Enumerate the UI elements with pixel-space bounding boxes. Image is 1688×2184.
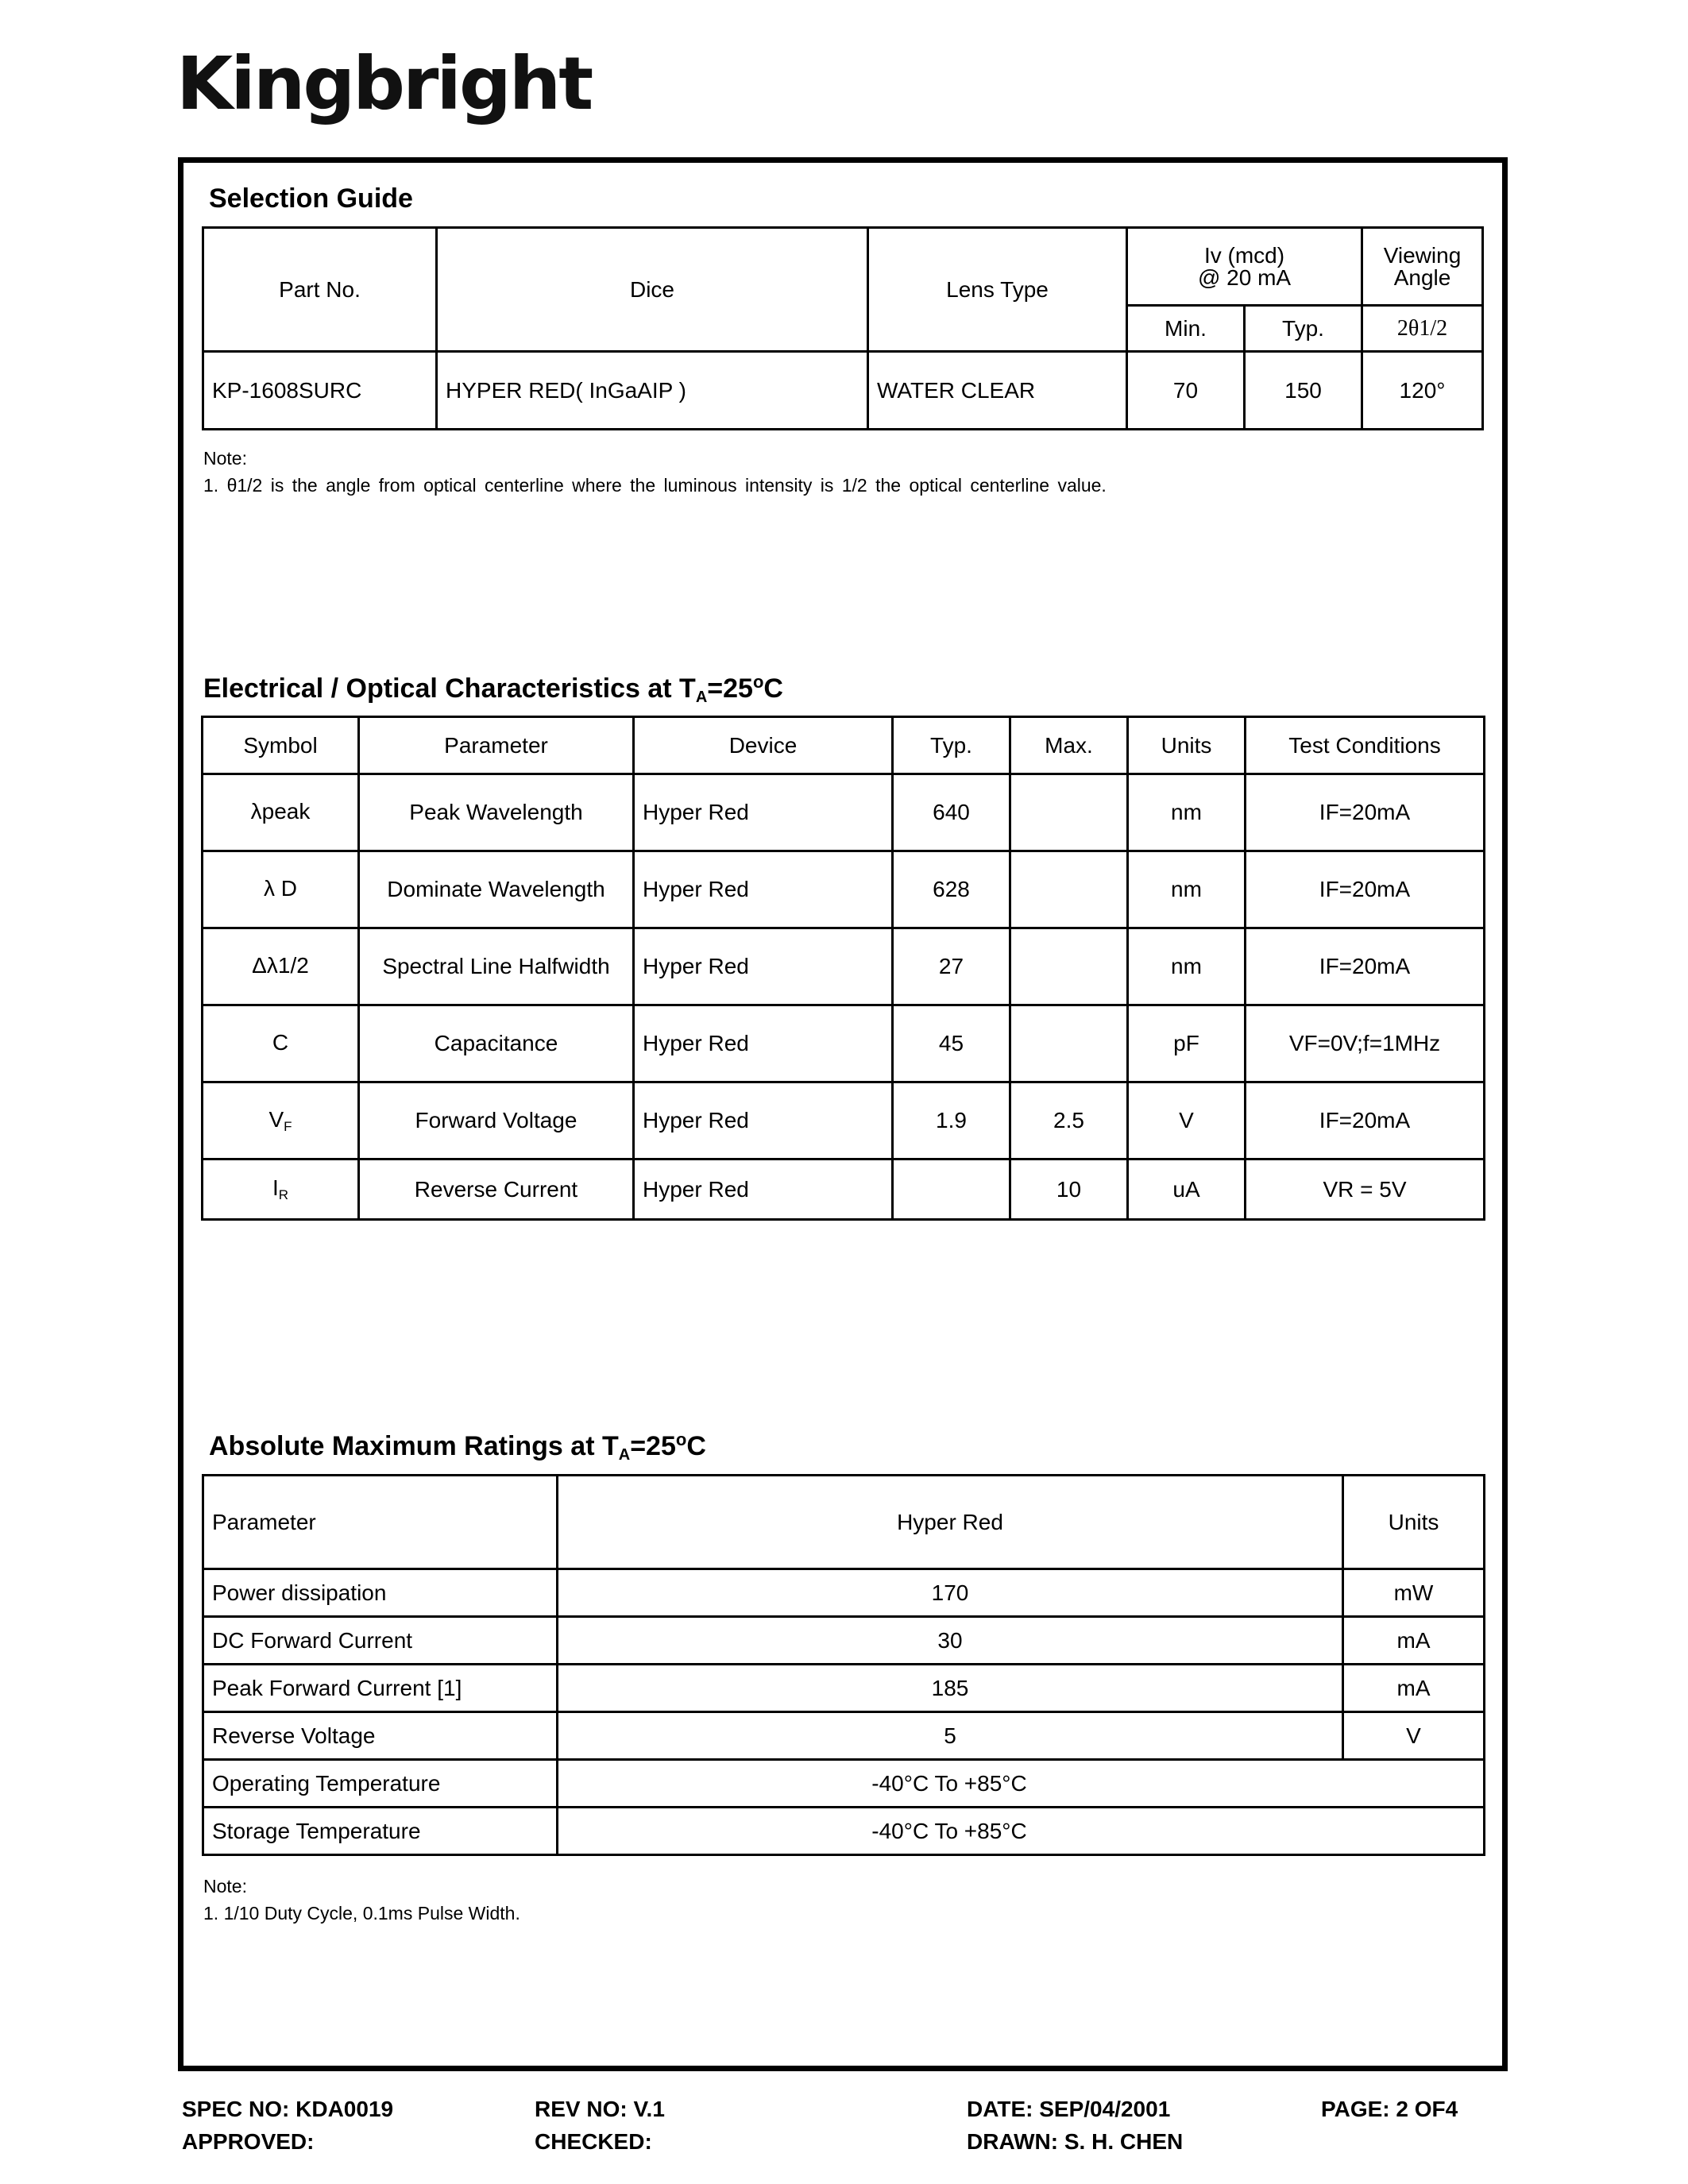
cell-device: Hyper Red bbox=[634, 1005, 893, 1082]
header-symbol: Symbol bbox=[203, 717, 359, 774]
cell-value: -40°C To +85°C bbox=[558, 1808, 1485, 1855]
cell-typ: 45 bbox=[893, 1005, 1010, 1082]
cell-typ: 640 bbox=[893, 774, 1010, 851]
note-label: Note: bbox=[203, 448, 247, 469]
header-typ: Typ. bbox=[893, 717, 1010, 774]
absolute-header-row bbox=[203, 1476, 1485, 1569]
cell-parameter: Storage Temperature bbox=[203, 1808, 558, 1855]
cell-min: 70 bbox=[1127, 352, 1245, 430]
cell-value: 30 bbox=[558, 1617, 1343, 1665]
header-min: Min. bbox=[1127, 306, 1245, 352]
electrical-title bbox=[203, 673, 783, 705]
table-row bbox=[203, 928, 1485, 1005]
table-row bbox=[203, 352, 1483, 430]
electrical-title-tail: =25 bbox=[707, 673, 753, 704]
cell-parameter: Capacitance bbox=[359, 1005, 634, 1082]
table-row bbox=[203, 1082, 1485, 1160]
cell-max bbox=[1010, 1005, 1128, 1082]
symbol-text: Δλ1/2 bbox=[252, 952, 309, 978]
cell-units: nm bbox=[1128, 774, 1246, 851]
electrical-header-row bbox=[203, 717, 1485, 774]
header-viewing-label: Viewing bbox=[1383, 242, 1462, 268]
selection-note bbox=[203, 445, 1107, 499]
note-label: Note: bbox=[203, 1876, 247, 1897]
header-viewing-angle bbox=[1362, 228, 1483, 306]
cell-max: 10 bbox=[1010, 1160, 1128, 1220]
cell-typ bbox=[893, 1160, 1010, 1220]
header-hyper-red: Hyper Red bbox=[558, 1476, 1343, 1569]
header-angle-label: Angle bbox=[1393, 264, 1451, 290]
cell-units: V bbox=[1343, 1712, 1485, 1760]
symbol-text: λ D bbox=[264, 875, 297, 901]
header-dice: Dice bbox=[437, 228, 868, 352]
table-row bbox=[203, 851, 1485, 928]
header-device: Device bbox=[634, 717, 893, 774]
cell-typ: 628 bbox=[893, 851, 1010, 928]
cell-max bbox=[1010, 928, 1128, 1005]
footer-page: PAGE: 2 OF4 bbox=[1321, 2097, 1458, 2121]
cell-dice: HYPER RED( InGaAIP ) bbox=[437, 352, 868, 430]
cell-typ: 27 bbox=[893, 928, 1010, 1005]
header-max: Max. bbox=[1010, 717, 1128, 774]
cell-device: Hyper Red bbox=[634, 851, 893, 928]
electrical-title-main: Electrical / Optical Characteristics at T bbox=[203, 673, 696, 704]
table-row bbox=[203, 774, 1485, 851]
header-iv-label: Iv (mcd) bbox=[1203, 242, 1285, 268]
cell-lens-type: WATER CLEAR bbox=[868, 352, 1127, 430]
cell-parameter: Reverse Voltage bbox=[203, 1712, 558, 1760]
note-text: 1. θ1/2 is the angle from optical centerline where the luminous intensity is 1/2 the optical centerline value. bbox=[203, 475, 1107, 496]
footer-checked: CHECKED: bbox=[535, 2129, 652, 2154]
cell-max bbox=[1010, 851, 1128, 928]
cell-symbol bbox=[203, 1005, 359, 1082]
header-units: Units bbox=[1128, 717, 1246, 774]
header-lens-type: Lens Type bbox=[868, 228, 1127, 352]
cell-units: mA bbox=[1343, 1617, 1485, 1665]
header-iv bbox=[1127, 228, 1362, 306]
header-parameter: Parameter bbox=[203, 1476, 558, 1569]
cell-parameter: Peak Wavelength bbox=[359, 774, 634, 851]
header-typ: Typ. bbox=[1245, 306, 1362, 352]
cell-test-condition: VR = 5V bbox=[1246, 1160, 1485, 1220]
electrical-table bbox=[201, 716, 1485, 1221]
cell-angle: 120° bbox=[1362, 352, 1483, 430]
cell-units: nm bbox=[1128, 851, 1246, 928]
cell-parameter: Peak Forward Current [1] bbox=[203, 1665, 558, 1712]
cell-test-condition: IF=20mA bbox=[1246, 928, 1485, 1005]
note-text: 1. 1/10 Duty Cycle, 0.1ms Pulse Width. bbox=[203, 1903, 520, 1924]
cell-units: pF bbox=[1128, 1005, 1246, 1082]
table-row bbox=[203, 1712, 1485, 1760]
header-test-conditions: Test Conditions bbox=[1246, 717, 1485, 774]
cell-part-no: KP-1608SURC bbox=[203, 352, 437, 430]
header-part-no: Part No. bbox=[203, 228, 437, 352]
footer-drawn: DRAWN: S. H. CHEN bbox=[967, 2129, 1184, 2154]
cell-parameter: Operating Temperature bbox=[203, 1760, 558, 1808]
cell-test-condition: IF=20mA bbox=[1246, 851, 1485, 928]
cell-typ: 1.9 bbox=[893, 1082, 1010, 1160]
cell-test-condition: VF=0V;f=1MHz bbox=[1246, 1005, 1485, 1082]
cell-parameter: Reverse Current bbox=[359, 1160, 634, 1220]
absolute-title-tail: =25 bbox=[630, 1431, 676, 1461]
cell-device: Hyper Red bbox=[634, 928, 893, 1005]
absolute-title bbox=[209, 1431, 706, 1463]
footer-spec-no: SPEC NO: KDA0019 bbox=[182, 2097, 394, 2121]
cell-units: uA bbox=[1128, 1160, 1246, 1220]
cell-symbol bbox=[203, 928, 359, 1005]
symbol-text: λpeak bbox=[250, 798, 311, 824]
header-units: Units bbox=[1343, 1476, 1485, 1569]
cell-parameter: Power dissipation bbox=[203, 1569, 558, 1617]
table-row bbox=[203, 1569, 1485, 1617]
cell-value: 185 bbox=[558, 1665, 1343, 1712]
absolute-table bbox=[202, 1474, 1485, 1856]
cell-device: Hyper Red bbox=[634, 774, 893, 851]
cell-test-condition: IF=20mA bbox=[1246, 774, 1485, 851]
cell-symbol bbox=[203, 774, 359, 851]
cell-units: V bbox=[1128, 1082, 1246, 1160]
cell-parameter: DC Forward Current bbox=[203, 1617, 558, 1665]
cell-parameter: Dominate Wavelength bbox=[359, 851, 634, 928]
table-row bbox=[203, 1617, 1485, 1665]
cell-value: 5 bbox=[558, 1712, 1343, 1760]
cell-symbol bbox=[203, 1082, 359, 1160]
cell-units: mA bbox=[1343, 1665, 1485, 1712]
cell-device: Hyper Red bbox=[634, 1082, 893, 1160]
symbol-subscript: F bbox=[284, 1118, 292, 1134]
absolute-title-end: C bbox=[686, 1431, 706, 1461]
selection-guide-title: Selection Guide bbox=[209, 183, 413, 214]
header-theta: 2θ1/2 bbox=[1362, 306, 1483, 352]
table-row bbox=[203, 1808, 1485, 1855]
electrical-title-end: C bbox=[763, 673, 783, 704]
symbol-text: C bbox=[272, 1029, 289, 1055]
footer-date: DATE: SEP/04/2001 bbox=[967, 2097, 1171, 2121]
cell-max: 2.5 bbox=[1010, 1082, 1128, 1160]
cell-typ: 150 bbox=[1245, 352, 1362, 430]
symbol-text: I bbox=[272, 1175, 279, 1200]
header-iv-condition: @ 20 mA bbox=[1197, 264, 1292, 290]
cell-units: mW bbox=[1343, 1569, 1485, 1617]
footer-approved: APPROVED: bbox=[182, 2129, 315, 2154]
absolute-note bbox=[203, 1873, 520, 1927]
selection-guide-table bbox=[202, 226, 1484, 430]
symbol-subscript: R bbox=[278, 1187, 289, 1202]
cell-symbol bbox=[203, 851, 359, 928]
absolute-title-sub: A bbox=[618, 1446, 631, 1464]
cell-parameter: Spectral Line Halfwidth bbox=[359, 928, 634, 1005]
cell-parameter: Forward Voltage bbox=[359, 1082, 634, 1160]
cell-symbol bbox=[203, 1160, 359, 1220]
absolute-title-deg: o bbox=[675, 1430, 687, 1449]
cell-value: 170 bbox=[558, 1569, 1343, 1617]
absolute-title-main: Absolute Maximum Ratings at T bbox=[209, 1431, 619, 1461]
cell-max bbox=[1010, 774, 1128, 851]
symbol-text: V bbox=[268, 1106, 284, 1132]
table-row bbox=[203, 1160, 1485, 1220]
cell-units: nm bbox=[1128, 928, 1246, 1005]
header-parameter: Parameter bbox=[359, 717, 634, 774]
cell-device: Hyper Red bbox=[634, 1160, 893, 1220]
table-row bbox=[203, 1665, 1485, 1712]
electrical-title-sub: A bbox=[695, 689, 708, 706]
table-row bbox=[203, 1005, 1485, 1082]
electrical-title-deg: o bbox=[752, 672, 764, 692]
footer-rev-no: REV NO: V.1 bbox=[535, 2097, 665, 2121]
cell-test-condition: IF=20mA bbox=[1246, 1082, 1485, 1160]
cell-value: -40°C To +85°C bbox=[558, 1760, 1485, 1808]
brand-logo: Kingbright bbox=[176, 41, 592, 126]
table-row bbox=[203, 1760, 1485, 1808]
